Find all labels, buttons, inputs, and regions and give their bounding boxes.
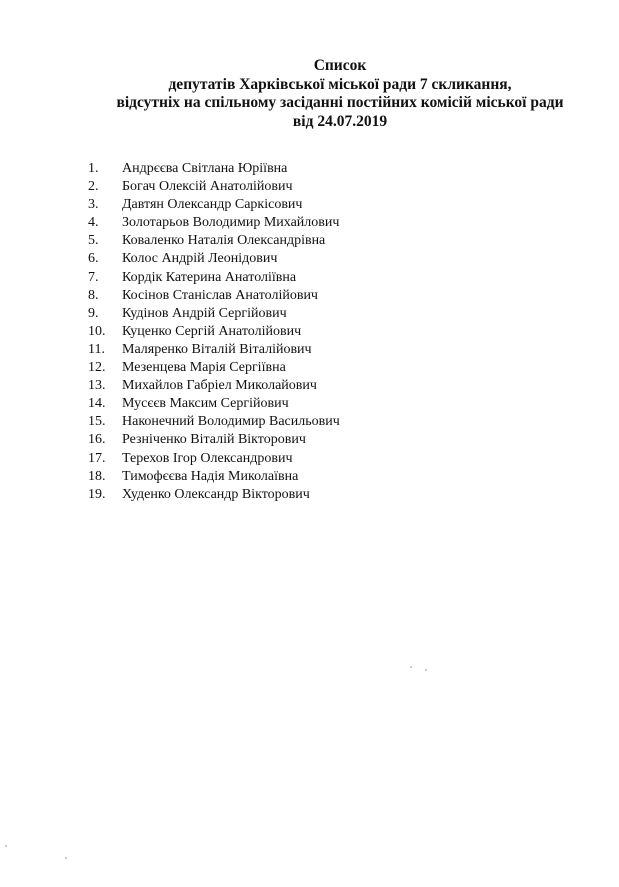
list-item (88, 468, 340, 486)
deputies-list (88, 160, 340, 504)
item-number: 17. (88, 450, 106, 466)
item-number: 3. (88, 197, 99, 213)
scan-speck (5, 845, 7, 847)
deputy-name: Резніченко Віталій Вікторович (122, 432, 306, 448)
document-heading (60, 57, 619, 131)
list-item (88, 196, 340, 214)
list-item (88, 178, 340, 196)
deputy-name: Золотарьов Володимир Михайлович (122, 215, 340, 231)
deputy-name: Мезенцева Марія Сергіївна (122, 360, 286, 376)
item-number: 14. (88, 396, 106, 412)
item-number: 12. (88, 360, 106, 376)
scan-speck (65, 857, 67, 859)
item-number: 8. (88, 287, 99, 303)
deputy-name: Колос Андрій Леонідович (122, 251, 278, 267)
deputy-name: Андрєєва Світлана Юріївна (122, 161, 288, 176)
item-number: 5. (88, 233, 99, 249)
item-number: 6. (88, 251, 99, 267)
deputy-name: Косінов Станіслав Анатолійович (122, 287, 318, 303)
list-item (88, 413, 340, 431)
item-number: 18. (88, 468, 106, 484)
list-item (88, 323, 340, 341)
item-number: 7. (88, 269, 99, 285)
deputy-name: Мусєєв Максим Сергійович (122, 396, 289, 412)
list-item (88, 359, 340, 377)
deputy-name: Маляренко Віталій Віталійович (122, 341, 312, 357)
deputy-name: Кордік Катерина Анатоліївна (122, 269, 297, 285)
item-number: 19. (88, 486, 106, 502)
scan-speck (425, 669, 427, 671)
deputy-name: Михайлов Габріел Миколайович (122, 378, 317, 394)
item-number: 4. (88, 215, 99, 231)
list-item (88, 232, 340, 250)
deputy-name: Богач Олексій Анатолійович (122, 179, 293, 195)
item-number: 15. (88, 414, 106, 430)
deputy-name: Кудінов Андрій Сергійович (122, 305, 287, 321)
subtitle-date: від 24.07.2019 (292, 112, 388, 130)
item-number: 1. (88, 161, 99, 176)
list-item (88, 269, 340, 287)
list-item (88, 431, 340, 449)
subtitle-line: відсутніх на спільному засіданні постійних комісій міської ради (116, 94, 564, 111)
list-item (88, 377, 340, 395)
item-number: 9. (88, 305, 99, 321)
scan-speck (410, 666, 412, 668)
item-number: 16. (88, 432, 106, 448)
list-item (88, 341, 340, 359)
deputy-name: Наконечний Володимир Васильович (122, 414, 340, 430)
list-item (88, 287, 340, 305)
document-title: Список (313, 57, 367, 74)
subtitle-line: депутатів Харківської міської ради 7 скликання, (168, 75, 512, 93)
list-item (88, 486, 340, 504)
list-item (88, 450, 340, 468)
list-item (88, 305, 340, 323)
deputy-name: Худенко Олександр Вікторович (122, 486, 310, 502)
deputy-name: Терехов Ігор Олександрович (122, 450, 293, 466)
item-number: 2. (88, 179, 99, 195)
item-number: 10. (88, 323, 106, 339)
deputy-name: Тимофєєва Надія Миколаївна (122, 468, 299, 484)
deputy-name: Куценко Сергій Анатолійович (122, 323, 302, 339)
item-number: 13. (88, 378, 106, 394)
list-item (88, 395, 340, 413)
list-item (88, 160, 340, 178)
list-item (88, 214, 340, 232)
list-item (88, 250, 340, 268)
item-number: 11. (88, 341, 105, 357)
deputy-name: Коваленко Наталія Олександрівна (122, 233, 326, 249)
deputy-name: Давтян Олександр Саркісович (122, 197, 303, 213)
